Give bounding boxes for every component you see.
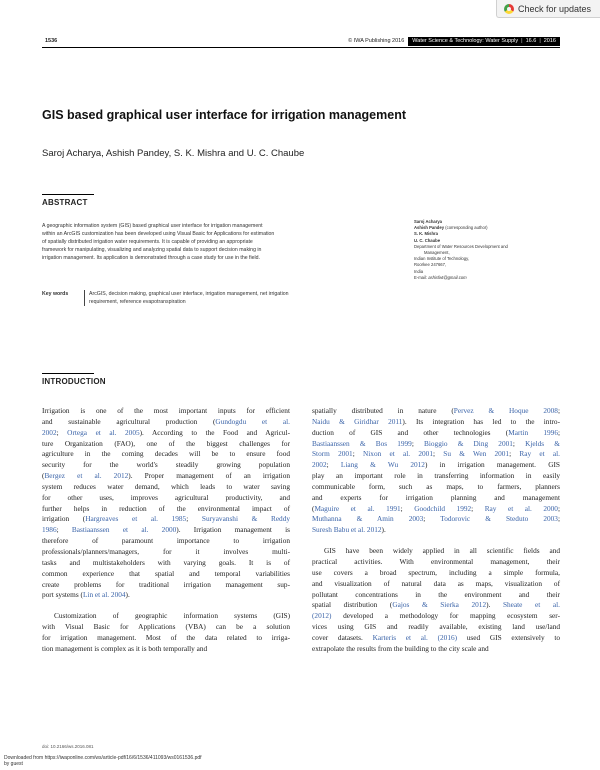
body-line (312, 471, 560, 482)
body-line (312, 449, 560, 460)
body-line (42, 449, 290, 460)
citation-link[interactable]: Kjelds & (525, 438, 560, 448)
body-line (42, 558, 290, 569)
body-text: GIS have been widely applied in all scientific fields and (324, 546, 560, 556)
body-line (42, 536, 290, 547)
body-line (42, 525, 290, 536)
citation-link[interactable]: Liang & Wu 2012 (340, 460, 425, 470)
download-footer (4, 755, 202, 767)
body-text: ; (557, 503, 560, 513)
body-text: used GIS extensively to (457, 632, 560, 642)
header-rule (42, 47, 560, 48)
affil-dept: Department of Water Resources Development and (414, 243, 508, 249)
journal-banner (408, 37, 560, 46)
citation-link[interactable]: 2002 (42, 427, 57, 437)
body-line (312, 417, 560, 428)
body-line (42, 611, 290, 622)
citation-link[interactable]: Ray et al. (519, 449, 561, 459)
keywords-line: requirement, reference evapotranspiration (89, 299, 186, 305)
body-text: ). Irrigation management is (176, 525, 290, 535)
citation-link[interactable]: Suryavanshi & Reddy (201, 514, 290, 524)
citation-link[interactable]: Todorovic & Steduto 2003 (440, 514, 558, 524)
keywords-label: Key words (42, 291, 69, 297)
abstract-line: within an ArcGIS customization has been developed using Visual Basic for Applications for estimation (42, 231, 275, 237)
separator: | (521, 38, 523, 44)
body-text: port systems ( (42, 590, 83, 600)
body-line (42, 580, 290, 591)
body-text: pollutant concentrations in the environment and their (312, 589, 560, 599)
citation-link[interactable]: (2012) (312, 611, 332, 621)
body-text: ; (411, 438, 425, 448)
keywords-line: ArcGIS, decision making, graphical user interface, irrigation management, net irrigation (89, 291, 289, 297)
abstract-rule (42, 194, 94, 195)
body-line (42, 439, 290, 450)
body-text: security for the world's steadily growing population (42, 460, 290, 470)
crossmark-icon (504, 4, 514, 14)
body-text: ; (557, 427, 560, 437)
body-text: ). (381, 525, 386, 535)
body-text: ; (352, 449, 363, 459)
body-line (42, 514, 290, 525)
body-text: ; (432, 449, 444, 459)
body-text: ; (326, 460, 341, 470)
body-text: ). According to the Food and Agricul- (139, 427, 290, 437)
separator: | (539, 38, 541, 44)
body-text: tion management is complex as it is both temporally and (42, 643, 208, 653)
body-line (312, 504, 560, 515)
body-text: further helps in reduction of the environmental impact of (42, 503, 290, 513)
download-line: Downloaded from https://iwaponline.com/ws/article-pdf/16/6/1536/411093/ws0161536.pdf (4, 755, 202, 761)
abstract-line: framework for manipulating, visualizing and analyzing spatial data to support decision making in (42, 247, 262, 253)
body-text: practical activities. With environmental management, their (312, 556, 560, 566)
body-line (42, 590, 290, 601)
body-line (312, 557, 560, 568)
citation-link[interactable]: Lin et al. 2004 (82, 590, 126, 600)
body-line (42, 460, 290, 471)
body-text: ; (512, 438, 526, 448)
affil-country: India (414, 268, 424, 274)
citation-link[interactable]: Bioggio & Ding 2001 (424, 438, 513, 448)
article-title: GIS based graphical user interface for irrigation management (42, 108, 406, 122)
body-line (312, 546, 560, 557)
body-line (312, 439, 560, 450)
page-number: 1536 (45, 38, 58, 44)
journal-volume: 16.6 (525, 38, 537, 44)
body-line (42, 644, 290, 655)
body-text: therefore of paramount importance to irrigation (42, 536, 290, 546)
email-link[interactable]: ashisfwt@gmail.com (428, 274, 467, 280)
citation-link[interactable]: Su & Wen 2001 (443, 449, 510, 459)
citation-link[interactable]: Suresh Babu et al. 2012 (312, 525, 382, 535)
body-text: cover datasets. (312, 632, 373, 642)
body-line (312, 622, 560, 633)
citation-link[interactable]: 1986 (42, 525, 57, 535)
abstract-line: A geographic information system (GIS) based graphical user interface for irrigation management (42, 223, 263, 229)
corresponding-note: (corresponding author) (445, 225, 488, 231)
body-text: ; (509, 449, 520, 459)
body-text: spatially distributed in nature ( (312, 406, 454, 415)
citation-link[interactable]: Nixon et al. 2001 (363, 449, 433, 459)
email-label: E-mail: (414, 274, 428, 280)
body-text: ). (125, 590, 130, 600)
body-text: developed a methodology for mapping ecosystem ser- (331, 611, 560, 621)
affil-author: Saroj Acharya (414, 219, 443, 224)
body-line (42, 547, 290, 558)
body-line (42, 471, 290, 482)
body-text: for irrigation management. Most of the data related to irriga- (42, 632, 290, 642)
body-text: tasks and multistakeholders with varying goals. It is of (42, 557, 290, 567)
introduction-heading: INTRODUCTION (42, 377, 106, 386)
citation-link[interactable]: Muthanna & Amin 2003 (312, 514, 424, 524)
citation-link[interactable]: Sheate et al. (502, 600, 560, 610)
body-line (312, 406, 560, 417)
body-text: ) in irrigation management. GIS (424, 460, 560, 470)
affil-author: S. K. Mishra (414, 231, 438, 237)
body-text: with Visual Basic for Applications (VBA) can be a solution (42, 622, 290, 632)
body-line (312, 428, 560, 439)
body-line (312, 493, 560, 504)
body-text: ; (56, 525, 72, 535)
introduction-rule (42, 373, 94, 374)
body-line (42, 482, 290, 493)
body-text: ; (557, 406, 560, 415)
citation-link[interactable]: 2002 (312, 460, 327, 470)
body-text: create problems for traditional irrigation management sup- (42, 579, 290, 589)
citation-link[interactable]: Ortega et al. 2005 (67, 427, 140, 437)
body-line (312, 633, 560, 644)
body-text: Customization of geographic information systems (GIS) (54, 611, 290, 621)
body-text: common experience that spatial and temporal variabilities (42, 568, 290, 578)
citation-link[interactable]: Ray et al. 2000 (484, 503, 558, 513)
body-text: and sustainable agricultural production ( (42, 416, 216, 426)
citation-link[interactable]: Karteris et al. (2016) (372, 632, 458, 642)
body-text: ; (557, 514, 560, 524)
citation-link[interactable]: Storm 2001 (312, 449, 353, 459)
abstract-heading: ABSTRACT (42, 198, 88, 207)
body-text: ; (471, 503, 485, 513)
body-text: ; (400, 503, 415, 513)
keywords-divider (84, 290, 85, 306)
body-line (312, 525, 560, 536)
body-line (42, 406, 290, 417)
body-text: communicable form, such as maps, to farmers, planners (312, 481, 560, 491)
body-line (312, 568, 560, 579)
abstract-line: irrigation management. Its application is demonstrated through a case study for use in the field. (42, 255, 260, 261)
body-text: ; (423, 514, 441, 524)
body-text: Irrigation is one of the most important inputs for efficient (42, 406, 290, 415)
body-text: ture Organization (FAO), one of the biggest challenges for (42, 438, 290, 448)
keywords (42, 290, 402, 306)
check-for-updates-label: Check for updates (518, 3, 592, 14)
body-line (312, 482, 560, 493)
journal-year: 2016 (543, 38, 556, 44)
body-text: ). (486, 600, 503, 610)
body-line (312, 460, 560, 471)
affil-author: U. C. Chaube (414, 237, 441, 243)
affil-author: Ashish Pandey (414, 225, 445, 231)
download-line: by guest (4, 761, 23, 767)
body-text: professionals/planners/managers, for it involves multi- (42, 546, 290, 556)
body-text: system reduces water demand, which leads to water saving (42, 481, 290, 491)
body-text: use covers a broad spectrum, including a simple formula, (312, 567, 560, 577)
paragraph-gap (42, 601, 290, 611)
citation-link[interactable]: Bastiaanssen et al. 2000 (71, 525, 177, 535)
citation-link[interactable]: Gajos & Sierka 2012 (392, 600, 487, 610)
body-text: ; (56, 427, 68, 437)
body-line (42, 493, 290, 504)
body-text: and visualization of natural data as maps, visualization of (312, 578, 560, 588)
abstract-body (42, 222, 392, 262)
body-text: ). Proper management of an irrigation (128, 471, 290, 481)
copyright: © IWA Publishing 2016 (348, 38, 405, 44)
body-text: irrigation ( (42, 514, 86, 524)
body-line (42, 569, 290, 580)
keywords-text (89, 290, 389, 306)
citation-link[interactable]: Pervez & Hoque 2008 (453, 406, 558, 415)
body-text: extrapolate the results from the building to the city scale and (312, 643, 489, 653)
citation-link[interactable]: Bastiaanssen & Bos 1999 (312, 438, 412, 448)
body-text: ( (42, 471, 45, 481)
running-head (42, 36, 560, 46)
citation-link[interactable]: Naidu & Giridhar 2011 (312, 416, 403, 426)
body-line (42, 417, 290, 428)
affil-institute: Indian Institute of Technology, (414, 256, 470, 262)
body-line (42, 428, 290, 439)
citation-link[interactable]: Bergez et al. 2012 (44, 471, 129, 481)
body-text: ; (186, 514, 202, 524)
body-text: agriculture in the coming decades will be to ensure food (42, 449, 290, 459)
citation-link[interactable]: Maguire et al. 1991 (314, 503, 401, 513)
body-column-right (312, 406, 560, 655)
body-text: and experts for irrigation planning and management (312, 492, 560, 502)
body-text: ( (312, 503, 315, 513)
paragraph-gap (312, 536, 560, 546)
affil-dept-cont: Management, (424, 250, 450, 256)
doi: doi: 10.2166/ws.2016.081 (42, 744, 94, 749)
body-line (42, 622, 290, 633)
citation-link[interactable]: Martin 1996 (508, 427, 558, 437)
body-column-left (42, 406, 290, 655)
body-line (42, 633, 290, 644)
body-line (312, 611, 560, 622)
body-text: for other uses, improves agricultural productivity, and (42, 492, 290, 502)
body-line (312, 644, 560, 655)
affil-city: Roorkee 247667, (414, 262, 447, 268)
body-line (312, 600, 560, 611)
body-text: duction of GIS and other technologies ( (312, 427, 509, 437)
author-list: Saroj Acharya, Ashish Pandey, S. K. Mishra and U. C. Chaube (42, 148, 305, 159)
body-line (312, 590, 560, 601)
author-affiliations (414, 219, 564, 281)
body-text: play an important role in transferring information in easily (312, 471, 560, 481)
citation-link[interactable]: Gundogdu et al. (215, 416, 290, 426)
check-for-updates-button[interactable] (496, 0, 600, 18)
body-line (312, 514, 560, 525)
journal-name: Water Science & Technology: Water Supply (412, 38, 519, 44)
body-text: spatial distribution ( (312, 600, 393, 610)
body-line (312, 579, 560, 590)
abstract-line: of spatially distributed irrigation water requirements. It is capable of providing an appropriate (42, 239, 253, 245)
body-text: ). Its integration has led to the intro- (402, 416, 560, 426)
citation-link[interactable]: Hargreaves et al. 1985 (85, 514, 187, 524)
body-line (42, 504, 290, 515)
body-text: vices using GIS and readily available, existing land use/land (312, 622, 560, 632)
citation-link[interactable]: Goodchild 1992 (414, 503, 472, 513)
